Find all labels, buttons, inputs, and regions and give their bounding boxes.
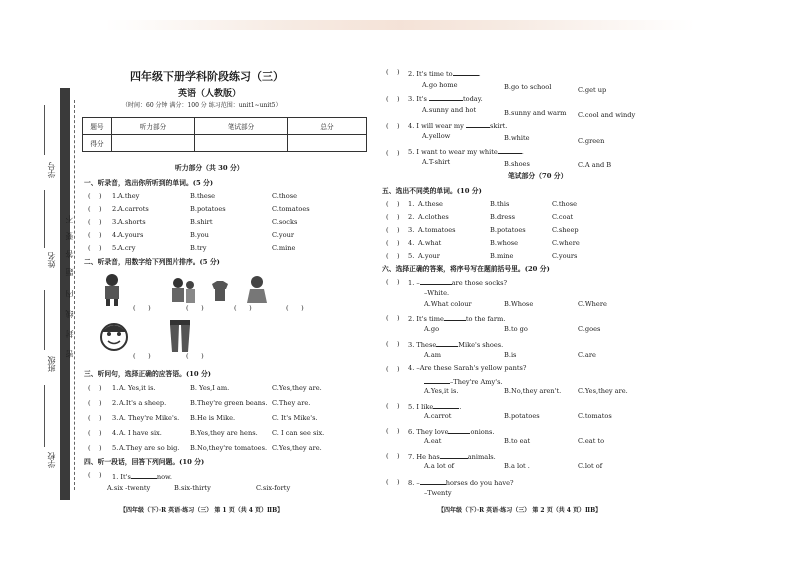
option-a: A.T-shirt xyxy=(422,158,451,166)
answer-paren[interactable]: ( ) xyxy=(88,444,102,452)
option-c: C.A and B xyxy=(578,161,612,169)
q-text: onions. xyxy=(470,428,495,436)
question-text xyxy=(408,451,496,461)
fill-blank[interactable] xyxy=(131,471,157,479)
answer-paren[interactable]: ( ) xyxy=(386,200,400,208)
answer-paren[interactable]: ( ) xyxy=(88,218,102,226)
seal-char: 不 xyxy=(65,215,74,223)
q-text: Mike's shoes. xyxy=(458,341,504,349)
option-c: C.Where xyxy=(578,300,607,308)
q-num: 2. xyxy=(408,315,415,323)
clothes-picture-icon xyxy=(210,280,230,302)
option-c: C.tomatos xyxy=(578,412,612,420)
question-text xyxy=(408,68,481,78)
q-text: I like xyxy=(416,403,434,411)
score-head-written: 笔试部分 xyxy=(195,118,288,135)
answer-paren[interactable]: ( ) xyxy=(88,384,102,392)
option-a: A. I have six. xyxy=(119,429,162,437)
q-num: 3. xyxy=(112,218,119,226)
option-c: C.yours xyxy=(552,252,578,260)
option-c: C.those xyxy=(272,192,298,200)
school-no-blank xyxy=(44,105,45,155)
answer-paren[interactable]: ( ) xyxy=(386,478,400,486)
fill-blank[interactable] xyxy=(448,426,470,434)
q-num: 3. xyxy=(408,341,415,349)
option-c: C.get up xyxy=(578,86,607,94)
option-b: B.six-thirty xyxy=(174,484,211,492)
seal-char: 答 xyxy=(65,250,74,258)
q-num: 8. xyxy=(408,479,415,487)
q-text: today. xyxy=(462,95,483,103)
option-b: B.They're green beans. xyxy=(190,399,268,407)
margin-school-no: 学号 xyxy=(47,162,56,178)
option-c: C.your xyxy=(272,231,294,239)
exam-info: （时间：60 分钟 满分：100 分 练习范围：unit1~unit5） xyxy=(122,102,282,109)
option-b: B.a lot . xyxy=(504,462,530,470)
option-b: B.is xyxy=(504,351,517,359)
question-text xyxy=(408,477,514,487)
option-b: B.go to school xyxy=(504,83,552,91)
picture-order-blank[interactable]: ( ) xyxy=(133,352,151,360)
answer-paren[interactable]: ( ) xyxy=(88,429,102,437)
q-num: 1. xyxy=(408,200,415,208)
section-2-title: 二、听录音，用数字给下列图片排序。(5 分) xyxy=(84,258,220,266)
option-b: B.you xyxy=(190,231,209,239)
option-a: A.They are so big. xyxy=(119,444,180,452)
q-num: 4. xyxy=(112,231,119,239)
score-cell[interactable] xyxy=(195,135,288,152)
answer-paren[interactable]: ( ) xyxy=(386,402,400,410)
q-num: 5. xyxy=(408,252,415,260)
exam-title: 四年级下册学科阶段练习（三） xyxy=(130,70,284,83)
question-text xyxy=(408,120,507,130)
q-text: It's xyxy=(416,95,427,103)
option-c: C.tomatoes xyxy=(272,205,310,213)
question-text xyxy=(408,364,526,372)
option-a: A.these xyxy=(418,200,443,208)
picture-order-blank[interactable]: ( ) xyxy=(133,304,151,312)
q-num: 5. xyxy=(112,244,119,252)
q-text: are those socks? xyxy=(451,279,507,287)
option-a: A.go home xyxy=(422,81,458,89)
option-b: B. Yes,I am. xyxy=(190,384,230,392)
option-a: A. They're Mike's. xyxy=(119,414,180,422)
score-cell[interactable] xyxy=(112,135,195,152)
q-num: 2. xyxy=(408,213,415,221)
score-head-no: 题号 xyxy=(83,118,112,135)
margin-school: 学校 xyxy=(47,452,56,468)
q-text: It's time xyxy=(416,315,444,323)
option-c: C.goes xyxy=(578,325,601,333)
option-c: C.lot of xyxy=(578,462,603,470)
option-c: C.sheep xyxy=(552,226,579,234)
option-a: A.shorts xyxy=(118,218,146,226)
fill-blank[interactable] xyxy=(440,451,468,459)
answer-paren[interactable]: ( ) xyxy=(386,365,400,373)
fill-blank[interactable] xyxy=(420,277,452,285)
exam-subject: 英语（人教版） xyxy=(178,89,242,99)
q-text: These xyxy=(416,341,437,349)
score-row-label: 得分 xyxy=(83,135,112,152)
q-num: 6. xyxy=(408,428,415,436)
q-text: . xyxy=(459,403,462,411)
option-c: C.They are. xyxy=(272,399,311,407)
fill-blank[interactable] xyxy=(444,313,466,321)
option-c: C. It's Mike's. xyxy=(272,414,318,422)
fill-blank[interactable] xyxy=(498,146,522,154)
q-num: 4. xyxy=(112,429,119,437)
q-text: animals. xyxy=(467,453,496,461)
answer-paren[interactable]: ( ) xyxy=(386,122,400,130)
q-num: 2. xyxy=(408,70,415,78)
q-text: –Are these Sarah's yellow pants? xyxy=(416,364,527,372)
q-num: 7. xyxy=(408,453,415,461)
fill-blank[interactable] xyxy=(424,376,450,384)
option-c: C.coat xyxy=(552,213,574,221)
option-a: A.Yes,it is. xyxy=(424,387,459,395)
q-num: 1. xyxy=(408,279,415,287)
option-c: C.Yes,they are. xyxy=(578,387,628,395)
option-a: A.It's a sheep. xyxy=(119,399,167,407)
option-b: B.mine xyxy=(490,252,514,260)
option-c: C.Yes,they are. xyxy=(272,384,322,392)
option-b: B.white xyxy=(504,134,530,142)
seal-char: 题 xyxy=(65,268,74,276)
answer-paren[interactable]: ( ) xyxy=(88,471,102,479)
option-b: B.to go xyxy=(504,325,528,333)
question-text xyxy=(408,426,495,436)
option-c: C.cool and windy xyxy=(578,111,636,119)
option-b: B.this xyxy=(490,200,510,208)
option-c: C.those xyxy=(552,200,578,208)
pants-picture-icon xyxy=(168,318,192,354)
option-a: A.six -twenty xyxy=(107,484,151,492)
class-blank xyxy=(44,290,45,350)
q-text: now. xyxy=(156,473,173,481)
option-b: B.whose xyxy=(490,239,519,247)
option-a: A.cry xyxy=(118,244,136,252)
q-text: – xyxy=(416,279,420,287)
q-text: I will wear my xyxy=(416,122,464,130)
question-text xyxy=(408,146,524,156)
q-num: 3. xyxy=(112,414,119,422)
section-5-title: 五、选出不同类的单词。(10 分) xyxy=(382,187,482,195)
option-b: B.shoes xyxy=(504,160,530,168)
option-b: B.He is Mike. xyxy=(190,414,236,422)
option-b: B.Whose xyxy=(504,300,534,308)
option-b: B.Yes,they are hens. xyxy=(190,429,258,437)
q-num: 4. xyxy=(408,239,415,247)
score-head-total: 总分 xyxy=(288,118,367,135)
girl-picture-icon xyxy=(246,275,268,307)
fill-blank[interactable] xyxy=(420,477,446,485)
option-a: A.tomatoes xyxy=(418,226,456,234)
answer-paren[interactable]: ( ) xyxy=(386,252,400,260)
q-text: . xyxy=(478,70,481,78)
option-b: B.these xyxy=(190,192,216,200)
option-c: C.socks xyxy=(272,218,298,226)
seal-char: 线 xyxy=(65,310,74,318)
fill-blank[interactable] xyxy=(466,120,490,128)
fill-blank[interactable] xyxy=(453,68,479,76)
option-a: A.am xyxy=(424,351,442,359)
q-text: skirt. xyxy=(490,122,508,130)
answer-paren[interactable]: ( ) xyxy=(386,340,400,348)
option-c: C.Yes,they are. xyxy=(272,444,322,452)
q-num: 2. xyxy=(112,205,119,213)
question-text xyxy=(408,313,505,323)
option-a: A.they xyxy=(118,192,140,200)
option-b: B.shirt xyxy=(190,218,213,226)
q-num: 3. xyxy=(408,95,415,103)
option-a: A.carrot xyxy=(424,412,452,420)
answer-paren[interactable]: ( ) xyxy=(88,231,102,239)
picture-order-blank[interactable]: ( ) xyxy=(186,304,204,312)
q-text: –They're Amy's. xyxy=(450,378,503,386)
option-b: B.try xyxy=(190,244,207,252)
score-table xyxy=(82,117,367,152)
option-a: A.sunny and hot xyxy=(422,106,477,114)
option-c: C.where xyxy=(552,239,580,247)
option-a: A.yellow xyxy=(422,132,451,140)
q-reply: –White. xyxy=(424,289,450,297)
answer-paren[interactable]: ( ) xyxy=(386,149,400,157)
answer-paren[interactable]: ( ) xyxy=(88,399,102,407)
q-reply: –Twenty xyxy=(424,489,452,497)
option-a: A.eat xyxy=(424,437,442,445)
option-a: A.what xyxy=(418,239,442,247)
option-a: A.yours xyxy=(118,231,144,239)
margin-class: 班级 xyxy=(47,356,56,372)
option-a: A. Yes,it is. xyxy=(119,384,156,392)
q-num: 1. xyxy=(112,192,119,200)
q-num: 5. xyxy=(408,148,415,156)
q-num: 5. xyxy=(408,403,415,411)
q-text: 1. It's xyxy=(112,473,131,481)
option-c: C.green xyxy=(578,137,605,145)
picture-order-blank[interactable]: ( ) xyxy=(186,352,204,360)
seal-char: 内 xyxy=(65,290,74,298)
option-a: A.What colour xyxy=(424,300,472,308)
answer-paren[interactable]: ( ) xyxy=(88,192,102,200)
page-footer-right: 【四年级（下）·R 英语·练习（三） 第 2 页（共 4 页）ⅡB】 xyxy=(438,507,602,514)
answer-paren[interactable]: ( ) xyxy=(88,205,102,213)
option-b: B.to eat xyxy=(504,437,531,445)
answer-paren[interactable]: ( ) xyxy=(386,278,400,286)
answer-paren[interactable]: ( ) xyxy=(386,427,400,435)
option-b: B.No,they aren't. xyxy=(504,387,562,395)
fill-blank[interactable] xyxy=(436,339,458,347)
listening-title: 听力部分（共 30 分） xyxy=(175,164,244,172)
option-a: A.your xyxy=(418,252,440,260)
q-num: 3. xyxy=(408,226,415,234)
q-num: 5. xyxy=(112,444,119,452)
section-4-title: 四、听一段话，回答下列问题。(10 分) xyxy=(84,458,205,466)
answer-paren[interactable]: ( ) xyxy=(386,95,400,103)
option-c: C.eat to xyxy=(578,437,605,445)
question-text xyxy=(408,277,507,287)
question-text xyxy=(408,93,483,103)
q-num: 2. xyxy=(112,399,119,407)
fill-blank[interactable] xyxy=(433,401,462,411)
option-c: C. I can see six. xyxy=(272,429,325,437)
option-a: A.go xyxy=(424,325,440,333)
q-text: – xyxy=(416,479,420,487)
seal-char: 密 xyxy=(65,350,74,358)
option-b: B.potatoes xyxy=(190,205,226,213)
answer-paren[interactable]: ( ) xyxy=(386,213,400,221)
page-footer-left: 【四年级（下）·R 英语·练习（三） 第 1 页（共 4 页）ⅡB】 xyxy=(120,507,284,514)
answer-paren[interactable]: ( ) xyxy=(386,314,400,322)
section-1-title: 一、听录音，选出你所听到的单词。(5 分) xyxy=(84,179,214,187)
answer-paren[interactable]: ( ) xyxy=(386,452,400,460)
option-b: B.sunny and warm xyxy=(504,109,567,117)
answer-paren[interactable]: ( ) xyxy=(88,414,102,422)
question-text xyxy=(408,401,461,411)
seal-char: 要 xyxy=(65,232,74,240)
q-reply xyxy=(424,376,503,386)
section-6-title: 六、选择正确的答案，将序号写在题前括号里。(20 分) xyxy=(382,265,550,273)
picture-order-blank[interactable]: ( ) xyxy=(234,304,252,312)
margin-name: 姓名 xyxy=(47,252,56,268)
score-cell[interactable] xyxy=(288,135,367,152)
answer-paren[interactable]: ( ) xyxy=(88,244,102,252)
option-c: C.mine xyxy=(272,244,296,252)
option-a: A.a lot of xyxy=(424,462,455,470)
q-text: I want to wear my white xyxy=(416,148,498,156)
seal-char: 封 xyxy=(65,330,74,338)
answer-paren[interactable]: ( ) xyxy=(386,239,400,247)
option-a: A.carrots xyxy=(118,205,149,213)
option-c: C.are xyxy=(578,351,596,359)
option-b: B.potatoes xyxy=(504,412,540,420)
q-text: It's time to xyxy=(416,70,453,78)
q-num: 4. xyxy=(408,364,415,372)
q-text: They love xyxy=(416,428,449,436)
answer-paren[interactable]: ( ) xyxy=(386,226,400,234)
option-c: C.six-forty xyxy=(256,484,291,492)
q-text: He has xyxy=(416,453,440,461)
section-3-title: 三、听问句，选择正确的应答语。(10 分) xyxy=(84,370,212,378)
q-num: 1. xyxy=(112,384,119,392)
q-text: horses do you have? xyxy=(445,479,514,487)
q-text: to the farm. xyxy=(465,315,506,323)
scan-artifact-band xyxy=(105,20,695,30)
q-text: . xyxy=(521,148,524,156)
option-b: B.dress xyxy=(490,213,515,221)
question-text xyxy=(112,471,172,481)
school-blank xyxy=(44,385,45,447)
name-blank xyxy=(44,190,45,248)
answer-paren[interactable]: ( ) xyxy=(386,68,400,76)
option-a: A.clothes xyxy=(418,213,449,221)
question-text xyxy=(408,339,503,349)
option-b: B.No,they're tomatoes. xyxy=(190,444,268,452)
fill-blank[interactable] xyxy=(429,93,463,101)
written-title: 笔试部分（70 分） xyxy=(508,172,568,180)
q-num: 4. xyxy=(408,122,415,130)
face-picture-icon xyxy=(100,322,128,352)
score-head-listen: 听力部分 xyxy=(112,118,195,135)
boy-picture-icon xyxy=(100,272,124,306)
picture-order-blank[interactable]: ( ) xyxy=(286,304,304,312)
option-b: B.potatoes xyxy=(490,226,526,234)
